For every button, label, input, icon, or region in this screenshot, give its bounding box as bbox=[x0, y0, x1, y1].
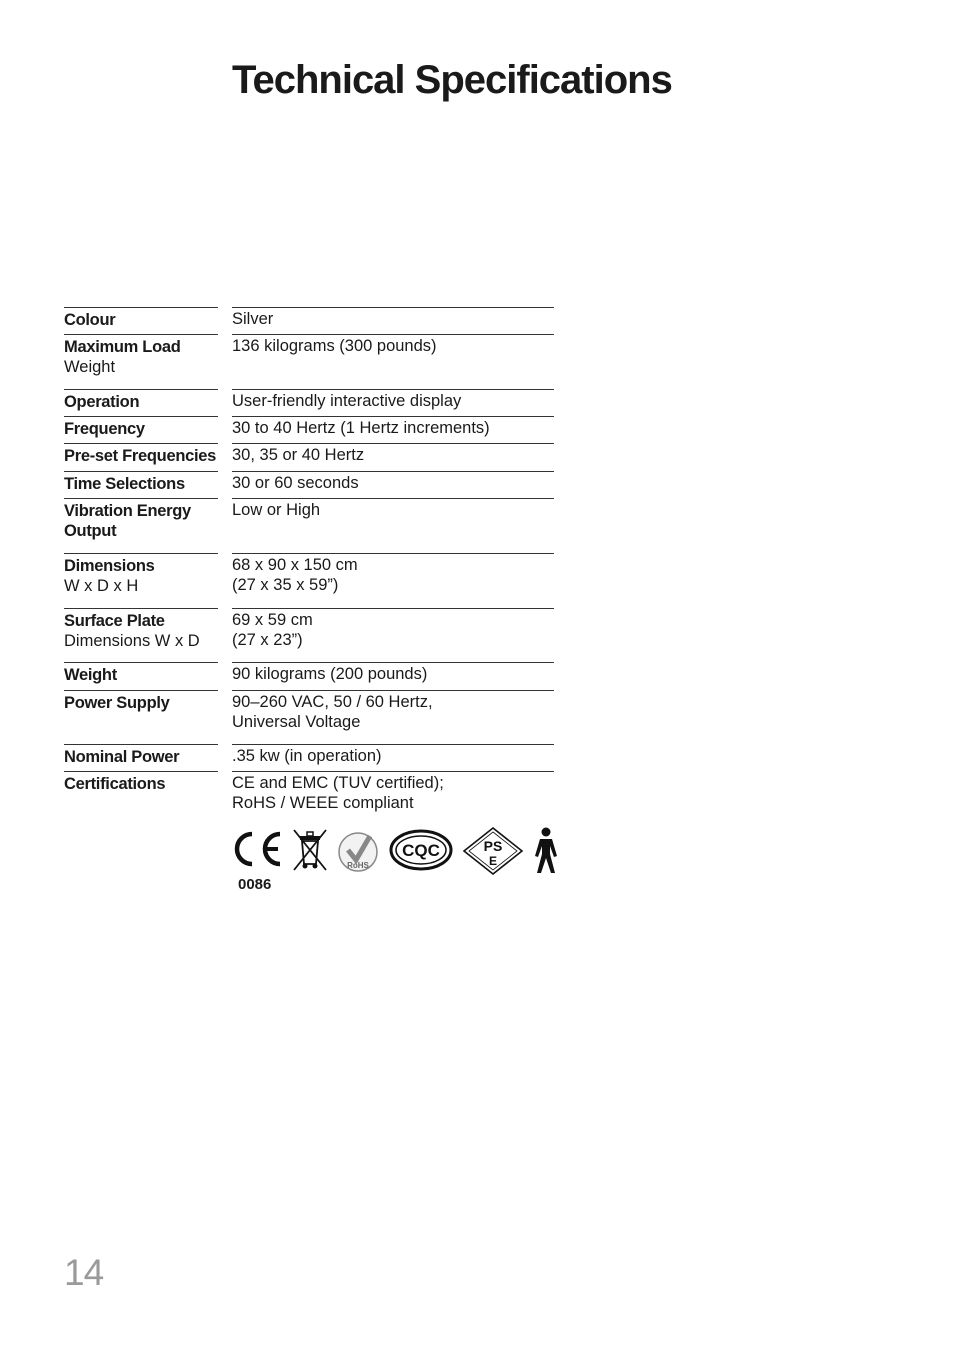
spec-value: 90 kilograms (200 pounds) bbox=[232, 665, 428, 683]
notified-body-number: 0086 bbox=[238, 876, 272, 893]
spec-row-surface-plate bbox=[64, 608, 554, 662]
spec-value: Low or High bbox=[232, 501, 321, 519]
pse-diamond-icon bbox=[462, 826, 524, 876]
rohs-label: RoHS bbox=[347, 861, 369, 870]
spec-value-line2: Universal Voltage bbox=[232, 713, 361, 731]
spec-label: Surface Plate bbox=[64, 612, 165, 630]
spec-label: Power Supply bbox=[64, 694, 170, 712]
spec-row-colour bbox=[64, 307, 554, 334]
spec-label: Certifications bbox=[64, 775, 166, 793]
spec-row-weight bbox=[64, 662, 554, 690]
page-title: Technical Specifications bbox=[232, 58, 672, 102]
cqc-mark-icon bbox=[388, 826, 454, 872]
spec-row-vibration-energy bbox=[64, 498, 554, 553]
spec-value: Silver bbox=[232, 310, 274, 328]
spec-label-line2: Output bbox=[64, 522, 117, 540]
spec-sublabel: W x D x H bbox=[64, 577, 139, 595]
spec-value: 68 x 90 x 150 cm bbox=[232, 556, 358, 574]
spec-value: .35 kw (in operation) bbox=[232, 747, 382, 765]
spec-label: Maximum Load bbox=[64, 338, 181, 356]
spec-sublabel: Weight bbox=[64, 358, 116, 376]
rohs-check-icon bbox=[336, 826, 380, 874]
spec-value-line2: (27 x 23”) bbox=[232, 631, 303, 649]
spec-row-maximum-load bbox=[64, 334, 554, 389]
pse-bottom-label: E bbox=[488, 854, 498, 868]
spec-label: Weight bbox=[64, 666, 117, 684]
spec-label: Colour bbox=[64, 311, 116, 329]
spec-value: 136 kilograms (300 pounds) bbox=[232, 337, 437, 355]
spec-label: Vibration Energy bbox=[64, 502, 191, 520]
spec-sublabel: Dimensions W x D bbox=[64, 632, 200, 650]
spec-label: Frequency bbox=[64, 420, 145, 438]
certification-marks bbox=[232, 826, 562, 876]
spec-value: 30 to 40 Hertz (1 Hertz increments) bbox=[232, 419, 490, 437]
spec-label: Time Selections bbox=[64, 475, 185, 493]
spec-row-time-selections bbox=[64, 471, 554, 498]
cqc-label: CQC bbox=[402, 841, 440, 860]
spec-value: 30 or 60 seconds bbox=[232, 474, 359, 492]
spec-value: 69 x 59 cm bbox=[232, 611, 313, 629]
pse-top-label: PS bbox=[483, 838, 503, 854]
spec-value-line2: (27 x 35 x 59”) bbox=[232, 576, 339, 594]
spec-row-certifications bbox=[64, 771, 554, 821]
spec-row-preset-frequencies bbox=[64, 443, 554, 471]
spec-row-dimensions bbox=[64, 553, 554, 608]
spec-row-frequency bbox=[64, 416, 554, 443]
spec-label: Pre-set Frequencies bbox=[64, 447, 217, 465]
ce-mark-icon bbox=[232, 826, 284, 872]
spec-value-line2: RoHS / WEEE compliant bbox=[232, 794, 414, 812]
spec-row-power-supply bbox=[64, 690, 554, 744]
spec-label: Dimensions bbox=[64, 557, 155, 575]
spec-row-operation bbox=[64, 389, 554, 416]
spec-value: CE and EMC (TUV certified); bbox=[232, 774, 444, 792]
page-number: 14 bbox=[64, 1252, 104, 1293]
spec-value: 30, 35 or 40 Hertz bbox=[232, 446, 365, 464]
spec-label: Operation bbox=[64, 393, 140, 411]
spec-value: 90–260 VAC, 50 / 60 Hertz, bbox=[232, 693, 433, 711]
spec-value: User-friendly interactive display bbox=[232, 392, 462, 410]
spec-label: Nominal Power bbox=[64, 748, 180, 766]
weee-bin-icon bbox=[290, 826, 332, 872]
spec-row-nominal-power bbox=[64, 744, 554, 771]
type-b-body-icon bbox=[530, 826, 562, 876]
